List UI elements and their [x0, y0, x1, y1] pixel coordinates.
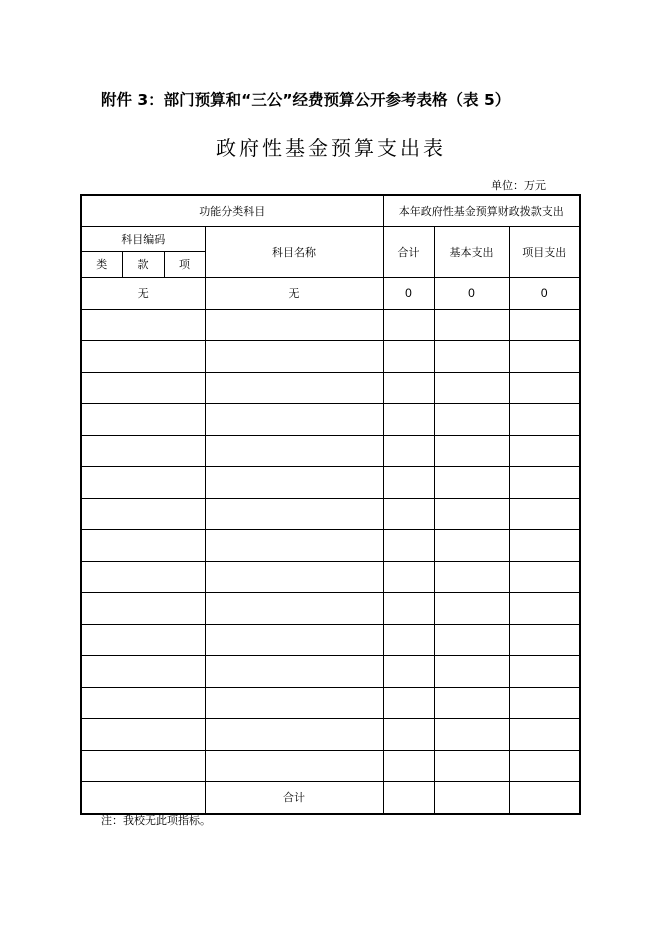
table-row	[81, 467, 580, 499]
table-row	[81, 530, 580, 562]
table-row	[81, 624, 580, 656]
page-title: 政府性基金预算支出表	[216, 136, 446, 160]
table-row	[81, 341, 580, 373]
table-row	[81, 687, 580, 719]
table-row	[81, 309, 580, 341]
unit-label: 单位：万元	[491, 179, 546, 192]
table-row	[81, 435, 580, 467]
table-row	[81, 750, 580, 782]
table-row	[81, 593, 580, 625]
attachment-heading: 附件 3：部门预算和“三公”经费预算公开参考表格（表 5）	[101, 91, 511, 109]
total-row	[81, 782, 580, 814]
total-header: 合计	[383, 226, 434, 277]
project-cell: 0	[509, 277, 580, 309]
name-cell: 无	[205, 277, 383, 309]
xiang-header: 项	[164, 251, 205, 277]
total-cell: 0	[383, 277, 434, 309]
budget-table	[80, 194, 581, 815]
lei-header: 类	[81, 251, 122, 277]
table-row	[81, 372, 580, 404]
basic-cell: 0	[434, 277, 509, 309]
table-row	[81, 404, 580, 436]
table-row	[81, 561, 580, 593]
kuan-header: 款	[122, 251, 164, 277]
project-expenditure-header: 项目支出	[509, 226, 580, 277]
function-category-header: 功能分类科目	[81, 195, 383, 226]
basic-expenditure-header: 基本支出	[434, 226, 509, 277]
table-row	[81, 656, 580, 688]
table-row	[81, 719, 580, 751]
total-row-label: 合计	[205, 782, 383, 814]
subject-code-header: 科目编码	[81, 226, 205, 251]
code-cell: 无	[81, 277, 205, 309]
table-row	[81, 498, 580, 530]
budget-expenditure-header: 本年政府性基金预算财政拨款支出	[383, 195, 580, 226]
table-row	[81, 277, 580, 309]
subject-name-header: 科目名称	[205, 226, 383, 277]
footnote: 注：我校无此项指标。	[101, 814, 211, 827]
